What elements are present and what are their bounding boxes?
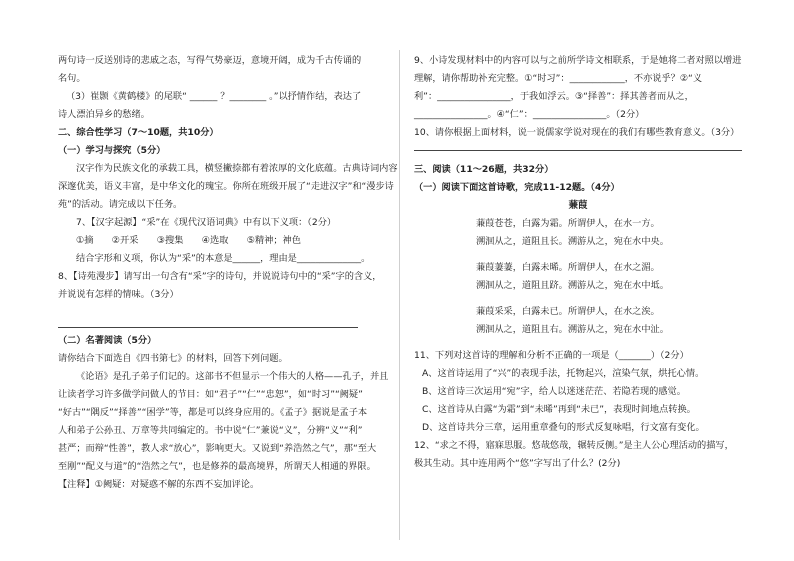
poem-line: 溯洄从之，道阻且跻。溯游从之，宛在水中坻。: [476, 280, 669, 291]
stanza-gap: [414, 295, 742, 303]
section-three-heading: 三、阅读（11～26题，共32分）: [414, 164, 554, 175]
right-questions-block: [414, 52, 742, 142]
text-line: 诗人漂泊异乡的愁绪。: [58, 109, 150, 120]
text-line: 《论语》是孔子弟子们记的。这部书不但显示一个伟大的人格——孔子，并且: [76, 371, 389, 382]
answer-line: [414, 150, 742, 151]
text-line: C、这首诗从白露“为霜”到“未晞”再到“未已”，表现时间地点转换。: [422, 404, 696, 415]
text-line: 名句。: [58, 73, 86, 84]
stanza-gap: [414, 251, 742, 259]
text-line: （二）名著阅读（5分）: [58, 335, 157, 346]
text-line: （3）崔颢《黄鹤楼》的尾联“ ______ ？________ 。”以抒情作结，表达了: [66, 91, 362, 102]
poem-title: 蒹葭: [568, 200, 588, 211]
text-line: 甚严；而辩“性善”，教人求“放心”，影响更大。又说到“养浩然之气”，那“至大: [58, 443, 377, 454]
poem-instruction: （一）阅读下面这首诗歌，完成11-12题。（4分）: [414, 182, 620, 193]
poem-line: 溯洄从之，道阻且长。溯游从之，宛在水中央。: [476, 236, 669, 247]
poem-line: 蒹葭采采，白露未已。所谓伊人，在水之涘。: [476, 306, 660, 317]
column-divider: [399, 50, 400, 540]
text-line: ________________。④“仁”：________________。（2分）: [414, 109, 645, 120]
text-line: 10、请你根据上面材料，说一说儒家学说对现在的我们有哪些教育意义。（3分）: [414, 127, 740, 138]
text-line: 两句诗一反送别诗的悲戚之态，写得气势豪迈，意境开阔，成为千古传诵的: [58, 55, 362, 66]
text-line: ①摘 ②开采 ③搜集 ④选取 ⑤精神；神色: [76, 235, 301, 246]
text-line: 深邃优美，语义丰富，是中华文化的瑰宝。你所在班级开展了“走进汉字”和“漫步诗: [58, 181, 394, 192]
text-line: 极其生动。其中连用两个“悠”字写出了什么？(2分): [414, 458, 621, 469]
text-line: A、这首诗运用了“兴”的表现手法，托物起兴，渲染气氛，烘托心情。: [422, 368, 705, 379]
poem-line: 溯洄从之，道阻且右。溯游从之，宛在水中沚。: [476, 324, 669, 335]
text-line: 结合字形和义项，你认为“采”的本意是______，理由是______________。: [76, 253, 371, 264]
text-line: 汉字作为民族文化的承载工具，横竖撇捺都有着浓厚的文化底蕴。古典诗词内容: [76, 163, 398, 174]
text-line: B、这首诗三次运用“宛”字，给人以迷迷茫茫、若隐若现的感觉。: [422, 386, 686, 397]
text-line: 9、小诗发现材料中的内容可以与之前所学诗文相联系，于是她将二者对照以增进: [414, 55, 742, 66]
text-line: D、这首诗共分三章，运用重章叠句的形式反复咏唱，行文富有变化。: [422, 422, 705, 433]
answer-space: [58, 304, 384, 322]
text-line: 并说说有怎样的情味。（3分）: [58, 289, 179, 300]
text-line: 苑”的活动。请完成以下任务。: [58, 199, 183, 210]
text-line: 7、【汉字起源】“采”在《现代汉语词典》中有以下义项：（2分）: [76, 217, 337, 228]
poem-line: 蒹葭苍苍，白露为霜。所谓伊人，在水一方。: [476, 218, 660, 229]
text-line: 让读者学习许多做学问做人的节目：如“君子”“仁”“忠恕”，如“时习”“阙疑”: [58, 389, 363, 400]
poem-body: [414, 215, 742, 347]
text-line: 至刚”“配义与道”的“浩然之气”，也是修养的最高境界，所谓天人相通的界限。: [58, 461, 376, 472]
text-line: “好古”“隅反”“择善”“困学”等，都是可以终身应用的。《孟子》据说是孟子本: [58, 407, 368, 418]
poem-line: 蒹葭萋萋，白露未晞。所谓伊人，在水之湄。: [476, 262, 660, 273]
left-text-block: [58, 52, 398, 304]
text-line: 【注释】①阙疑：对疑惑不解的东西不妄加评论。: [58, 479, 260, 490]
questions-11-12: [414, 347, 742, 473]
text-line: （一）学习与探究（5分）: [58, 145, 166, 156]
left-column: [58, 52, 398, 494]
text-line: 11、下列对这首诗的理解和分析不正确的一项是（_______）（2分）: [414, 350, 689, 361]
answer-line: [58, 327, 358, 328]
text-line: 8、【诗苑漫步】请写出一句含有“采”字的诗句，并说说诗句中的“采”字的含义，: [58, 271, 382, 282]
text-line: 12、“求之不得，寤寐思服。悠哉悠哉，辗转反侧。”是主人公心理活动的描写，: [414, 440, 734, 451]
text-line: 利”：________________，于我如浮云。③“择善”：择其善者而从之，: [414, 91, 694, 102]
text-line: 人和弟子公孙丑、万章等共同编定的。书中说“仁”兼说“义”，分辨“义”“利”: [58, 425, 363, 436]
text-line: 理解，请你帮助补充完整。①“时习”：____________，不亦说乎？②“义: [414, 73, 703, 84]
stanza-gap: [414, 339, 742, 347]
text-line: 请你结合下面选自《四书第七》的材料，回答下列问题。: [58, 353, 288, 364]
right-column: [414, 52, 742, 473]
left-reading-block: [58, 332, 389, 494]
text-line: 二、综合性学习（7～10题，共10分）: [58, 127, 219, 138]
